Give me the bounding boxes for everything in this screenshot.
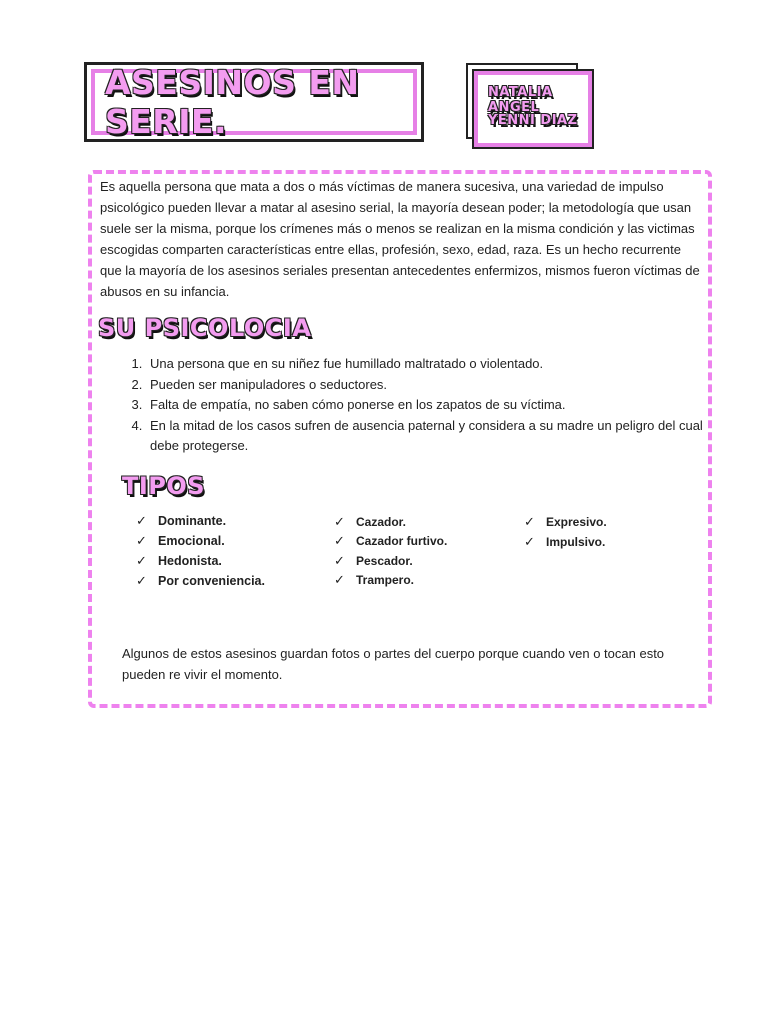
list-item: ✓ Cazador furtivo. bbox=[334, 532, 447, 552]
check-icon: ✓ bbox=[136, 513, 147, 528]
list-item: ✓ Por conveniencia. bbox=[136, 571, 265, 591]
authors-box bbox=[466, 63, 594, 149]
list-item: ✓ Emocional. bbox=[136, 531, 265, 551]
list-item: ✓ Dominante. bbox=[136, 511, 265, 531]
author-name: NATALIA ANGEL bbox=[488, 85, 553, 115]
check-icon: ✓ bbox=[334, 533, 345, 549]
title-frame bbox=[91, 63, 417, 141]
list-item: ✓ Hedonista. bbox=[136, 551, 265, 571]
tipos-column-3 bbox=[524, 512, 607, 552]
closing-paragraph: Algunos de estos asesinos guardan fotos o partes del cuerpo porque cuando ven o tocan esto pueden re vivir el momento. bbox=[122, 646, 665, 682]
section-title-psicologia: SU PSICOLOCIA bbox=[98, 314, 312, 342]
check-icon: ✓ bbox=[524, 534, 535, 549]
list-item: ✓ Impulsivo. bbox=[524, 532, 607, 552]
intro-paragraph: Es aquella persona que mata a dos o más víctimas de manera sucesiva, una variedad de impulso psicológico pueden llevar a matar al asesino serial, la mayoría desean poder; la metodología que usan suele ser la misma, porque los crímenes más o menos se realizan en la misma condición y las victimas escogidas comparten características entre ellas, profesión, sexo, edad, raza. Es un hecho recurrente que la mayoría de los asesinos seriales presentan antecedentes enfermizos, mismos fueron víctimas de abusos en su infancia. bbox=[100, 179, 700, 299]
check-icon: ✓ bbox=[136, 573, 147, 588]
tipos-column-1 bbox=[136, 511, 265, 591]
list-item: 4. En la mitad de los casos sufren de ausencia paternal y considera a su madre un peligro del cual debe protegerse. bbox=[146, 416, 726, 457]
check-icon: ✓ bbox=[136, 533, 147, 548]
authors-front-frame bbox=[474, 71, 592, 147]
check-icon: ✓ bbox=[334, 513, 345, 529]
page-title: ASESINOS EN SERIE. bbox=[105, 63, 360, 141]
list-item: ✓ Trampero. bbox=[334, 571, 447, 591]
list-item: ✓ Pescador. bbox=[334, 551, 447, 571]
author-name: YENNI DIAZ bbox=[488, 113, 578, 128]
tipos-column-2 bbox=[334, 512, 447, 590]
title-box bbox=[84, 62, 424, 142]
section-title-tipos: TIPOS bbox=[122, 472, 206, 500]
list-item: 2. Pueden ser manipuladores o seductores. bbox=[146, 375, 726, 396]
list-item: ✓ Cazador. bbox=[334, 512, 447, 532]
list-item: ✓ Expresivo. bbox=[524, 512, 607, 532]
psicologia-list bbox=[118, 354, 726, 457]
list-item: 3. Falta de empatía, no saben cómo ponerse en los zapatos de su víctima. bbox=[146, 395, 726, 416]
list-item: 1. Una persona que en su niñez fue humillado maltratado o violentado. bbox=[146, 354, 726, 375]
check-icon: ✓ bbox=[334, 552, 345, 568]
check-icon: ✓ bbox=[136, 553, 147, 568]
check-icon: ✓ bbox=[334, 572, 345, 588]
check-icon: ✓ bbox=[524, 514, 535, 529]
